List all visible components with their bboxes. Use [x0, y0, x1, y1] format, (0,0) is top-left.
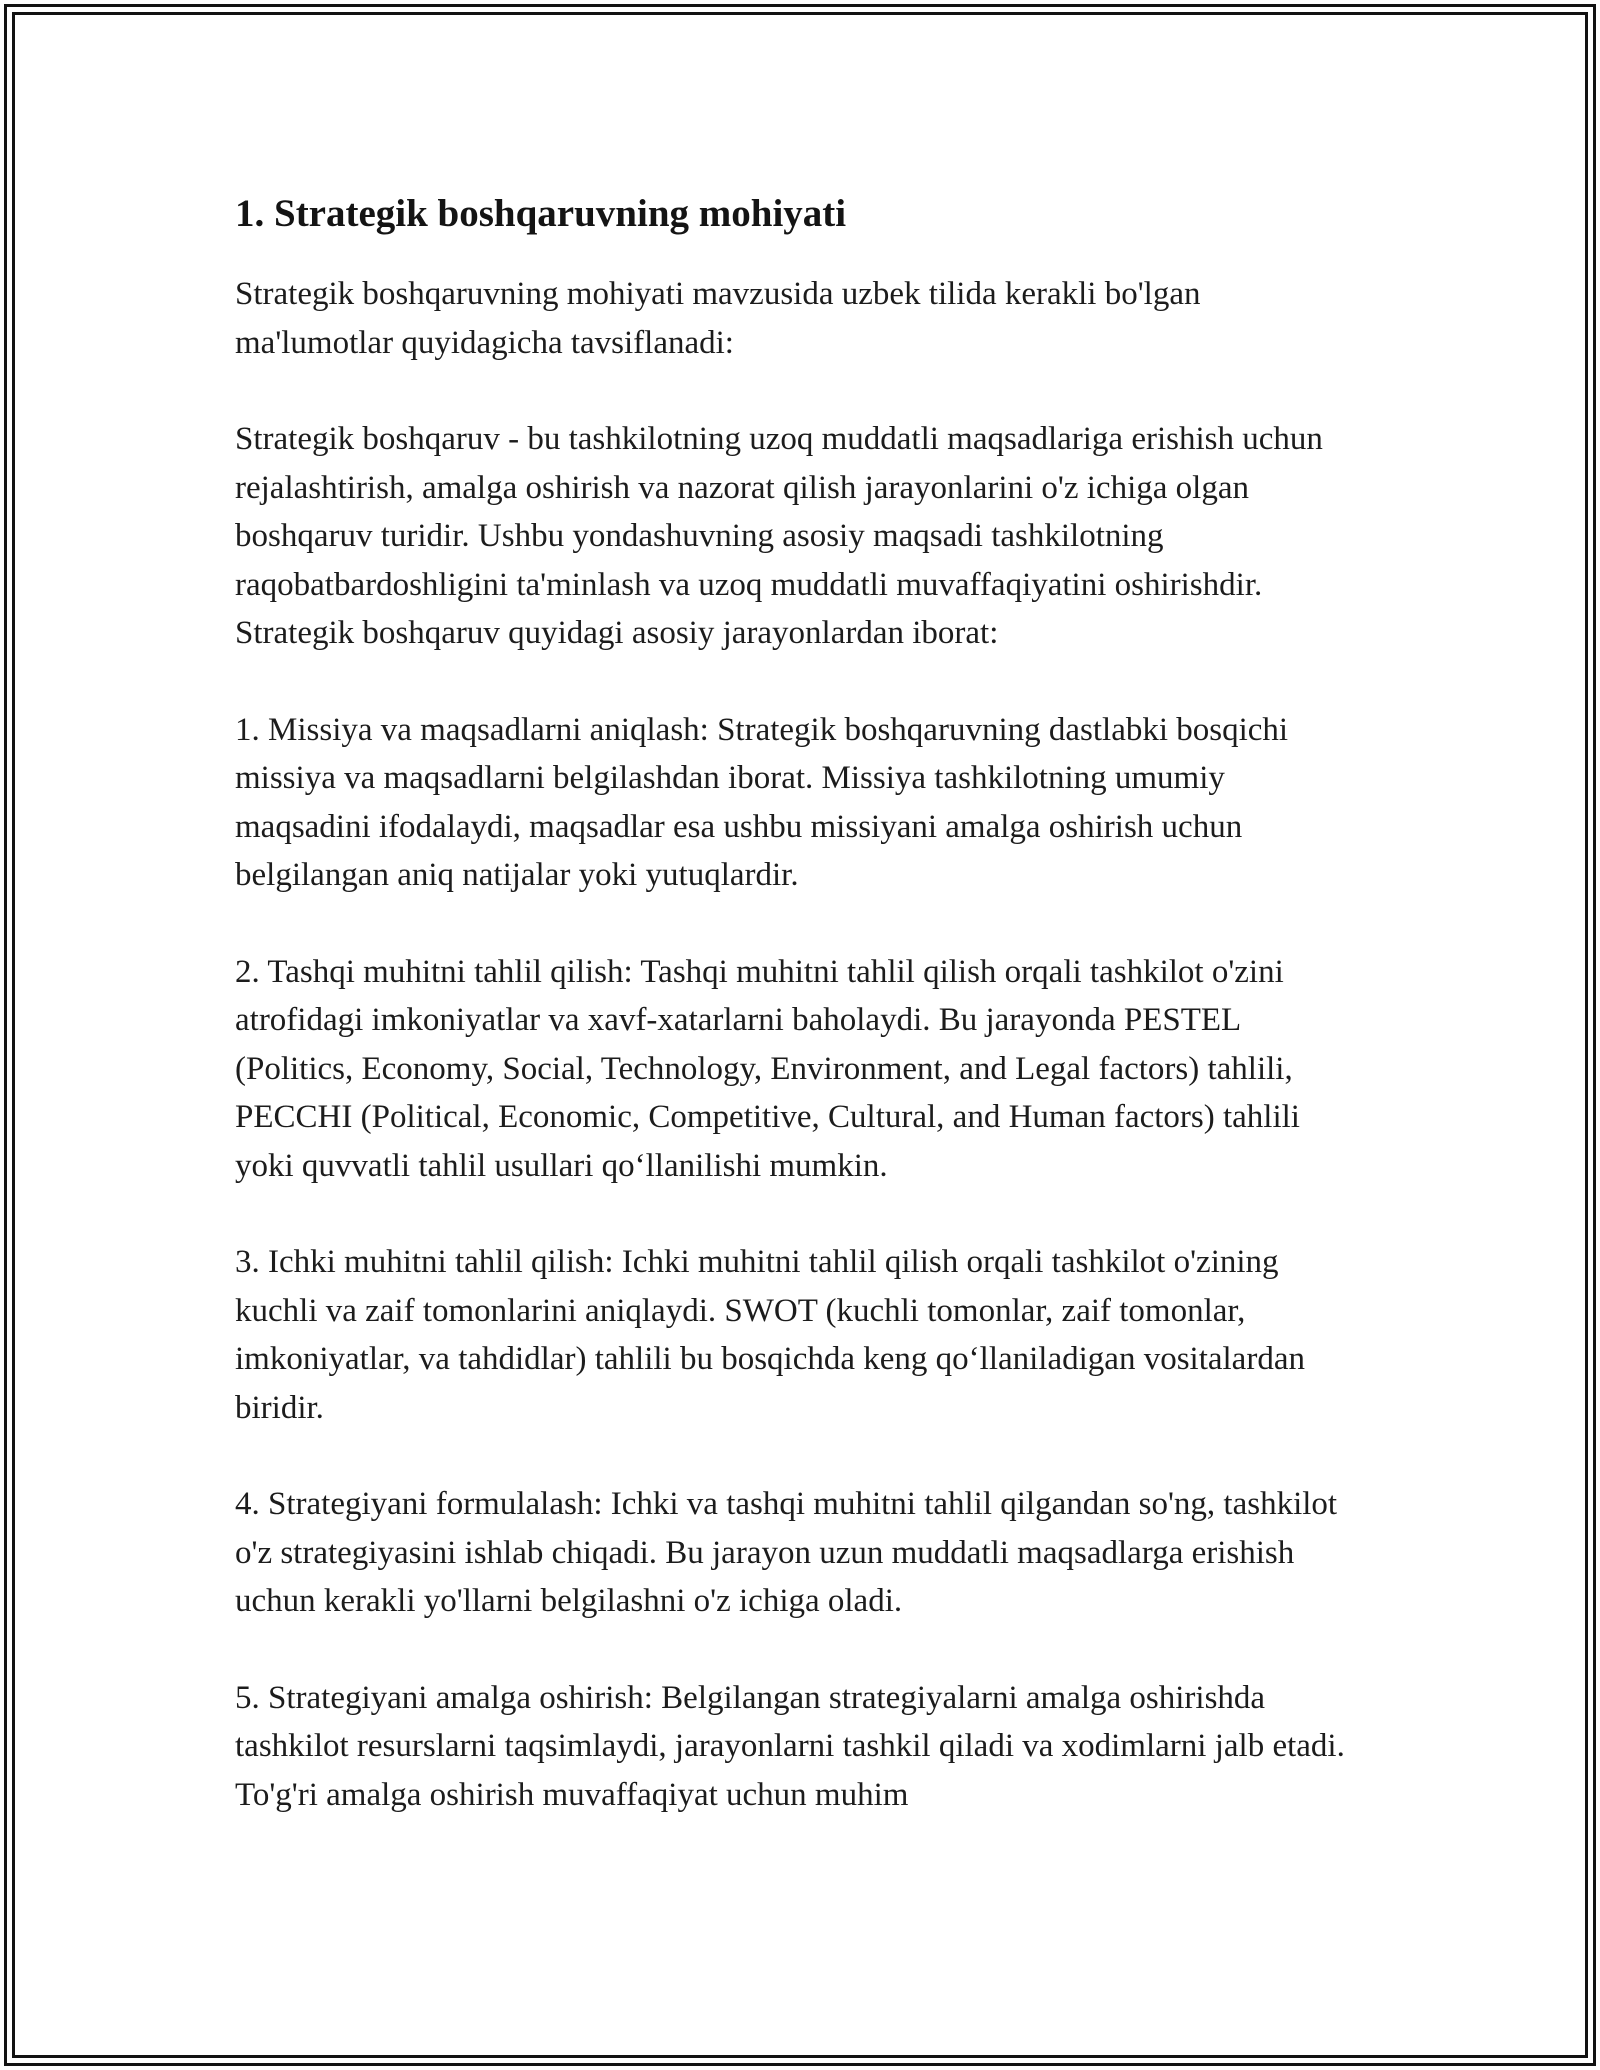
- document-body: [235, 190, 1365, 1819]
- list-item-internal-analysis: 3. Ichki muhitni tahlil qilish: Ichki muhitni tahlil qilish orqali tashkilot o'zining kuchli va zaif tomonlarini aniqlaydi. SWOT (kuchli tomonlar, zaif tomonlar, imkoniyatlar, va tahdidlar) tahlili bu bosqichda keng qo‘llaniladigan vositalardan biridir.: [235, 1244, 1305, 1426]
- list-item-strategy-formulation: 4. Strategiyani formulalash: Ichki va tashqi muhitni tahlil qilgandan so'ng, tashkilot o'z strategiyasini ishlab chiqadi. Bu jarayon uzun muddatli maqsadlarga erishish uchun kerakli yo'llarni belgilashni o'z ichiga oladi.: [235, 1486, 1338, 1619]
- list-item-strategy-implementation: 5. Strategiyani amalga oshirish: Belgilangan strategiyalarni amalga oshirishda tashkilot resurslarni taqsimlaydi, jarayonlarni tashkil qiladi va xodimlarni jalb etadi. To'g'ri amalga oshirish muvaffaqiyat uchun muhim: [235, 1679, 1345, 1813]
- intro-paragraph: Strategik boshqaruvning mohiyati mavzusida uzbek tilida kerakli bo'lgan ma'lumotlar quyidagicha tavsiflanadi:: [235, 276, 1201, 361]
- list-item-external-analysis: 2. Tashqi muhitni tahlil qilish: Tashqi muhitni tahlil qilish orqali tashkilot o'zini atrofidagi imkoniyatlar va xavf-xatarlarni baholaydi. Bu jarayonda PESTEL (Politics, Economy, Social, Technology, Environment, and Legal factors) tahlili, PECCHI (Political, Economic, Competitive, Cultural, and Human factors) tahlili yoki quvvatli tahlil usullari qo‘llanilishi mumkin.: [235, 953, 1300, 1184]
- section-heading: 1. Strategik boshqaruvning mohiyati: [235, 192, 847, 235]
- definition-paragraph: Strategik boshqaruv - bu tashkilotning uzoq muddatli maqsadlariga erishish uchun rejalashtirish, amalga oshirish va nazorat qilish jarayonlarini o'z ichiga olgan boshqaruv turidir. Ushbu yondashuvning asosiy maqsadi tashkilotning raqobatbardoshligini ta'minlash va uzoq muddatli muvaffaqiyatini oshirishdir. Strategik boshqaruv quyidagi asosiy jarayonlardan iborat:: [235, 421, 1323, 651]
- list-item-mission: 1. Missiya va maqsadlarni aniqlash: Strategik boshqaruvning dastlabki bosqichi missiya va maqsadlarni belgilashdan iborat. Missiya tashkilotning umumiy maqsadini ifodalaydi, maqsadlar esa ushbu missiyani amalga oshirish uchun belgilangan aniq natijalar yoki yutuqlardir.: [235, 711, 1289, 893]
